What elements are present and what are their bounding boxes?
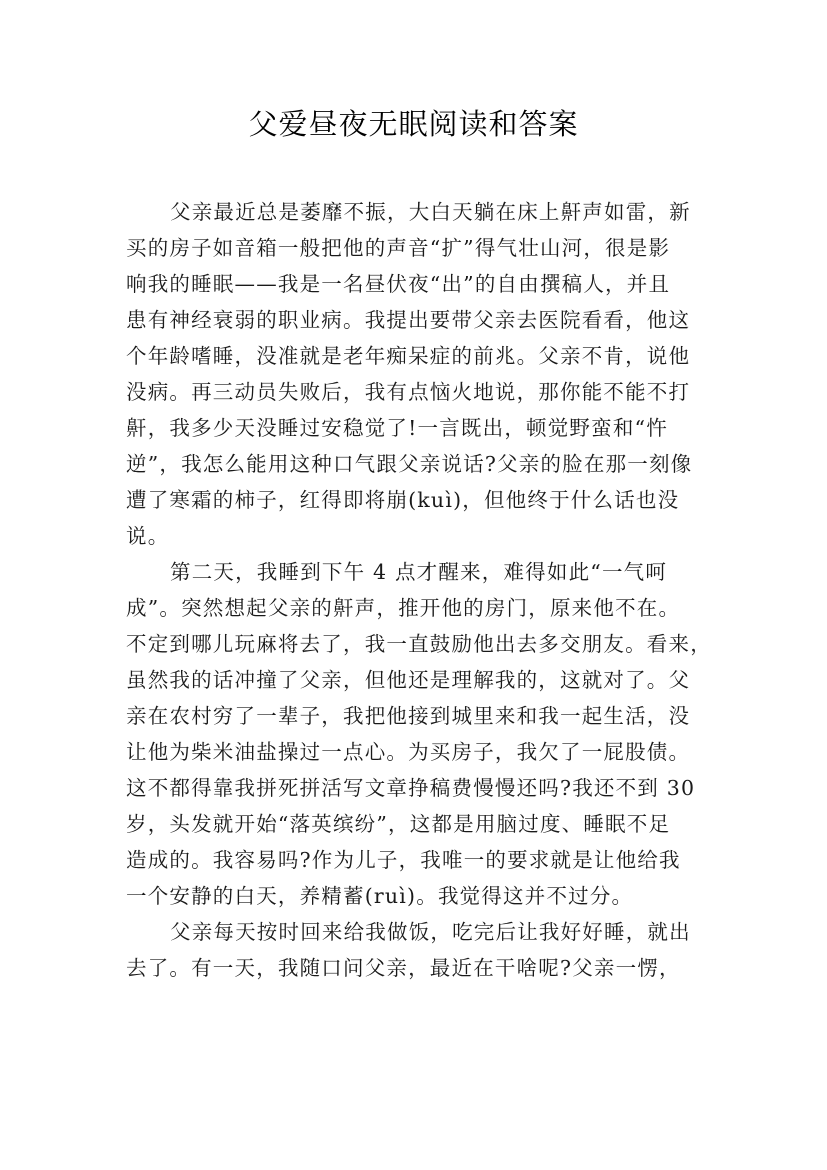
- text-line: 说。: [126, 524, 170, 548]
- text-line: 买的房子如音箱一般把他的声音“扩”得气壮山河，很是影: [126, 236, 671, 260]
- document-body: [126, 194, 711, 986]
- text-line: 第二天，我睡到下午 4 点才醒来，难得如此“一气呵: [170, 560, 668, 584]
- text-line: 个年龄嗜睡，没准就是老年痴呆症的前兆。父亲不肯，说他: [126, 344, 691, 368]
- text-line: 造成的。我容易吗?作为儿子，我唯一的要求就是让他给我: [126, 848, 681, 872]
- text-line: 逆”，我怎么能用这种口气跟父亲说话?父亲的脸在那一刻像: [126, 452, 693, 476]
- text-line: 去了。有一天，我随口问父亲，最近在干啥呢?父亲一愣，: [126, 956, 681, 980]
- text-line: 患有神经衰弱的职业病。我提出要带父亲去医院看看，他这: [126, 308, 691, 332]
- text-line: 成”。突然想起父亲的鼾声，推开他的房门，原来他不在。: [126, 596, 681, 620]
- text-line: 岁，头发就开始“落英缤纷”，这都是用脑过度、睡眠不足: [126, 812, 671, 836]
- text-line: 父亲最近总是萎靡不振，大白天躺在床上鼾声如雷，新: [170, 200, 691, 224]
- text-line: 虽然我的话冲撞了父亲，但他还是理解我的，这就对了。父: [126, 668, 691, 692]
- text-line: 这不都得靠我拼死拼活写文章挣稿费慢慢还吗?我还不到 30: [126, 776, 696, 800]
- text-line: 让他为柴米油盐操过一点心。为买房子，我欠了一屁股债。: [126, 740, 691, 764]
- text-line: 亲在农村穷了一辈子，我把他接到城里来和我一起生活，没: [126, 704, 691, 728]
- document-title: 父爱昼夜无眠阅读和答案: [248, 107, 579, 141]
- text-line: 遭了寒霜的柿子，红得即将崩(kuì)，但他终于什么话也没: [126, 488, 680, 512]
- text-line: 一个安静的白天，养精蓄(ruì)。我觉得这并不过分。: [126, 884, 634, 908]
- text-line: 鼾，我多少天没睡过安稳觉了!一言既出，顿觉野蛮和“忤: [126, 416, 668, 440]
- text-line: 响我的睡眠——我是一名昼伏夜“出”的自由撰稿人，并且: [126, 272, 671, 296]
- text-line: 不定到哪儿玩麻将去了，我一直鼓励他出去多交朋友。看来，: [126, 632, 712, 656]
- text-line: 父亲每天按时回来给我做饭，吃完后让我好好睡，就出: [170, 920, 691, 944]
- text-line: 没病。再三动员失败后，我有点恼火地说，那你能不能不打: [126, 380, 691, 404]
